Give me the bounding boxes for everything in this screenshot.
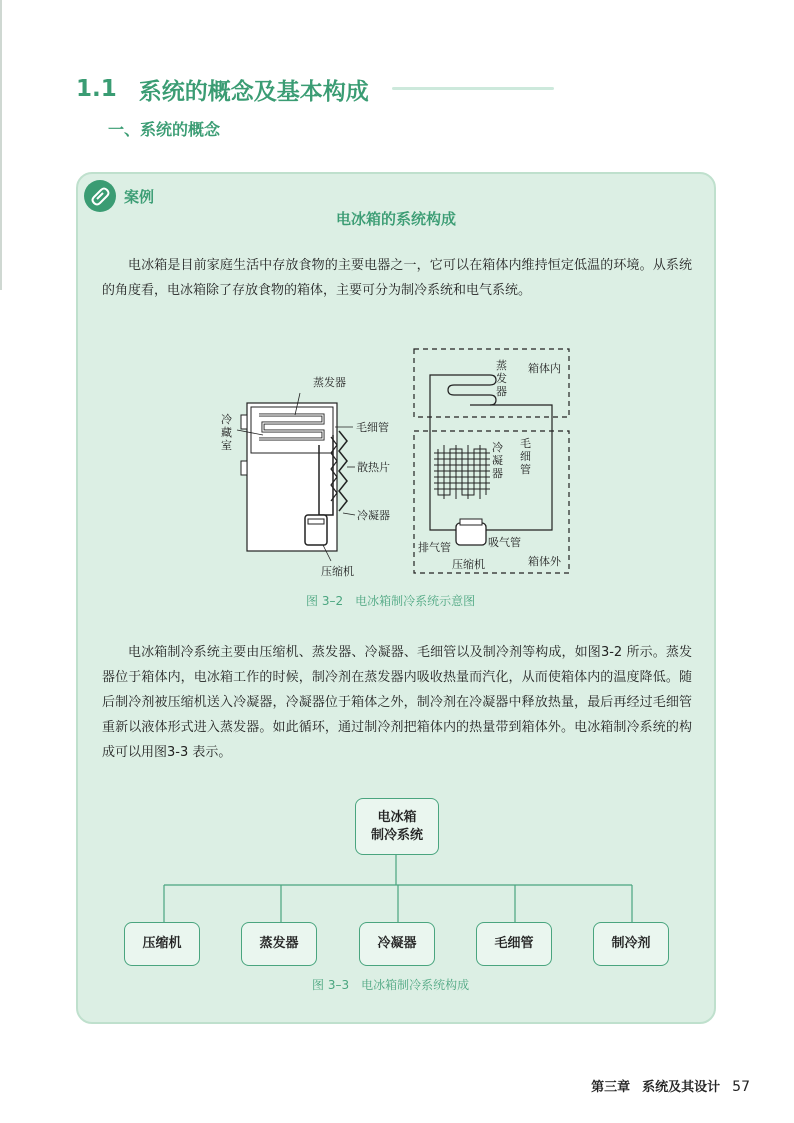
node-compressor: 压缩机: [124, 922, 200, 966]
label-compressor: 压缩机: [321, 565, 354, 578]
node-root: [355, 798, 439, 855]
label-evaporator: 蒸发器: [313, 376, 346, 389]
refrigeration-schematic: [410, 345, 575, 577]
case-title: 电冰箱的系统构成: [335, 210, 456, 228]
heading-underline: [392, 87, 554, 90]
label-capillary-2: 细: [520, 450, 531, 463]
figure-3-2-caption: 图 3–2 电冰箱制冷系统示意图: [306, 594, 476, 608]
section-heading: [76, 72, 369, 106]
label-evaporator-3: 器: [496, 385, 507, 398]
label-cold-storage-1: 冷: [221, 413, 232, 426]
page-footer: [591, 1076, 750, 1095]
fridge-diagram: [215, 365, 405, 580]
label-outside: 箱体外: [528, 555, 561, 568]
label-evaporator-2: 发: [496, 372, 507, 385]
label-condenser: 冷凝器: [357, 509, 390, 522]
node-root-line1: 电冰箱: [377, 809, 417, 825]
label-inside: 箱体内: [528, 362, 561, 375]
label-capillary: 毛细管: [356, 421, 389, 434]
paragraph-intro: 电冰箱是目前家庭生活中存放食物的主要电器之一，它可以在箱体内维持恒定低温的环境。从系统的角度看，电冰箱除了存放食物的箱体，主要可分为制冷系统和电气系统。: [102, 258, 692, 298]
paragraph-explanation: 电冰箱制冷系统主要由压缩机、蒸发器、冷凝器、毛细管以及制冷剂等构成，如图3-2 所示。蒸发器位于箱体内，电冰箱工作的时候，制冷剂在蒸发器内吸收热量而汽化，从而使箱体内的温度降低。随后制冷剂被压缩机送入冷凝器，冷凝器位于箱体之外，制冷剂在冷凝器中释放热量，最后再经过毛细管重新以液体形式进入蒸发器。如此循环，通过制冷剂把箱体内的热量带到箱体外。电冰箱制冷系统的构成可以用图3-3 表示。: [102, 645, 692, 760]
label-evaporator-1: 蒸: [496, 359, 507, 372]
label-suction: 吸气管: [488, 536, 521, 549]
figure-3-3-caption: 图 3–3 电冰箱制冷系统构成: [312, 978, 470, 992]
label-condenser-1: 冷: [492, 441, 503, 454]
node-evaporator: 蒸发器: [241, 922, 317, 966]
margin-rule: [0, 0, 2, 290]
inside-box: [414, 349, 569, 417]
label-cold-storage-3: 室: [221, 439, 232, 452]
node-root-line2: 制冷系统: [370, 827, 423, 843]
section-title: 系统的概念及基本构成: [138, 78, 369, 105]
case-label: 案例: [124, 188, 155, 206]
label-condenser-3: 器: [492, 467, 503, 480]
label-capillary-3: 管: [520, 463, 531, 476]
node-capillary: 毛细管: [476, 922, 552, 966]
node-refrigerant: 制冷剂: [593, 922, 669, 966]
label-condenser-2: 凝: [492, 454, 503, 467]
label-compressor-r: 压缩机: [452, 558, 485, 571]
page-number: 57: [732, 1079, 750, 1095]
label-exhaust: 排气管: [418, 541, 451, 554]
label-capillary-1: 毛: [520, 437, 531, 450]
footer-chapter-name: 系统及其设计: [642, 1080, 721, 1095]
label-cold-storage-2: 藏: [221, 426, 232, 439]
label-fins: 散热片: [357, 461, 390, 474]
footer-chapter: 第三章: [591, 1080, 631, 1095]
section-number: 1.1: [76, 76, 117, 102]
subsection-title: 一、系统的概念: [108, 120, 221, 139]
node-condenser: 冷凝器: [359, 922, 435, 966]
